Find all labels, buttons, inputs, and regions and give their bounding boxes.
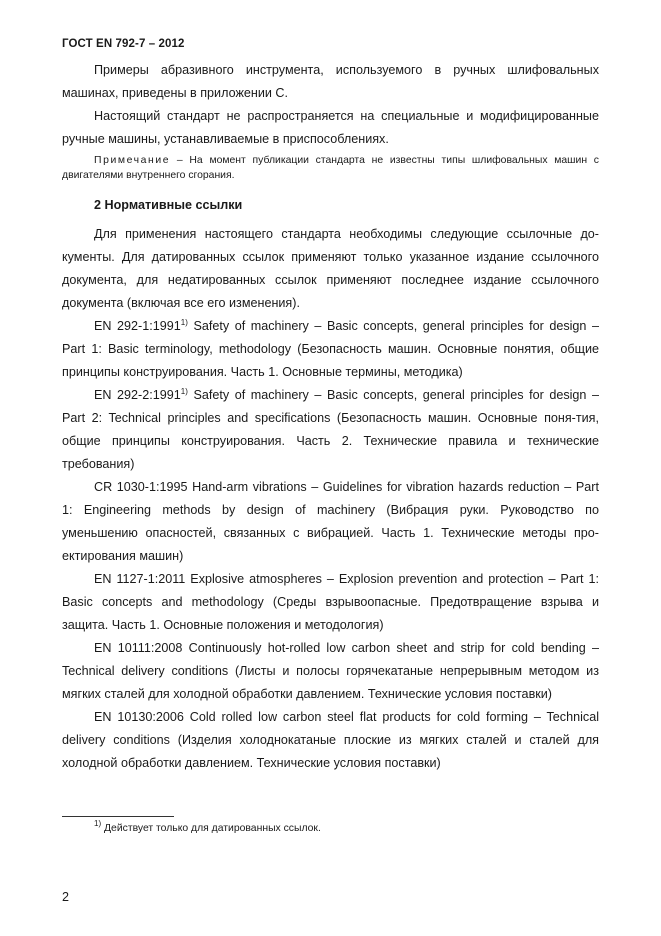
intro-paragraph: Примеры абразивного инструмента, используемого в ручных шлифовальных машинах, приведены в приложении С.	[62, 63, 599, 100]
intro-paragraph: Настоящий стандарт не распространяется на специальные и модифицированные ручные машины, устанавливаемые в приспособлениях.	[62, 109, 599, 146]
note	[62, 153, 599, 183]
reference-code: EN 10111:2008	[94, 641, 183, 655]
reference-item	[62, 706, 599, 775]
footnote-ref: 1)	[180, 387, 188, 396]
reference-text: Continuously hot-rolled low carbon sheet and strip for cold bending – Technical delivery conditions (Листы и полосы горячекатаные непрерывным методом из мягких сталей для холодной обработки давлением. Технические условия поставки)	[62, 641, 599, 701]
reference-text: Explosive atmospheres – Explosion prevention and protection – Part 1: Basic concepts and methodology (Среды взрывоопасные. Предотвращение взрыва и защита. Часть 1. Основные положения и методология)	[62, 572, 599, 632]
reference-text: Hand-arm vibrations – Guidelines for vibration hazards reduction – Part 1: Engineering methods by design of machinery (Вибрация руки. Руководство по уменьшению опасностей, связанных с вибрацией. Часть 1. Технические методы про-ектирования машин)	[62, 480, 599, 563]
reference-text: Safety of machinery – Basic concepts, general principles for design – Part 1: Basic terminology, methodology (Безопасность машин. Основные понятия, общие принципы конструирования. Часть 1. Основные термины, методика)	[62, 319, 599, 379]
footnote	[94, 819, 321, 836]
reference-text: Safety of machinery – Basic concepts, general principles for design – Part 2: Technical principles and specifications (Безопасность машин. Основные поня-тия, общие принципы конструирования. Часть 2. Технические правила и технические требования)	[62, 388, 599, 471]
reference-item	[62, 315, 599, 384]
footnote-text: Действует только для датированных ссылок.	[101, 823, 321, 834]
reference-item	[62, 384, 599, 476]
reference-text: Cold rolled low carbon steel flat products for cold forming – Technical delivery conditions (Изделия холоднокатаные плоские из мягких сталей и сталей для холодной обработки давлением. Технические условия поставки)	[62, 710, 600, 770]
footnote-separator	[62, 816, 174, 817]
section-intro: Для применения настоящего стандарта необходимы следующие ссылочные до-кументы. Для датированных ссылок применяют только указанное издание ссылочного документа, для недатированных ссылок применяют последнее издание ссылочного документа (включая все его изменения).	[62, 227, 599, 310]
note-label: Примечание	[94, 155, 171, 166]
footnote-mark: 1)	[94, 819, 102, 828]
reference-code: CR 1030-1:1995	[94, 480, 188, 494]
reference-item	[62, 476, 599, 568]
footnote-ref: 1)	[180, 318, 188, 327]
page-body	[62, 59, 599, 775]
reference-code: EN 292-1:1991	[94, 319, 181, 333]
note-text: – На момент публикации стандарта не известны типы шлифовальных машин с двигателями внутреннего сгорания.	[62, 155, 599, 181]
reference-code: EN 10130:2006	[94, 710, 184, 724]
reference-code: EN 1127-1:2011	[94, 572, 186, 586]
reference-item	[62, 568, 599, 637]
reference-item	[62, 637, 599, 706]
section-heading: 2 Нормативные ссылки	[94, 198, 243, 212]
document-header: ГОСТ EN 792-7 – 2012	[62, 38, 185, 50]
reference-code: EN 292-2:1991	[94, 388, 181, 402]
page-number: 2	[62, 890, 70, 904]
